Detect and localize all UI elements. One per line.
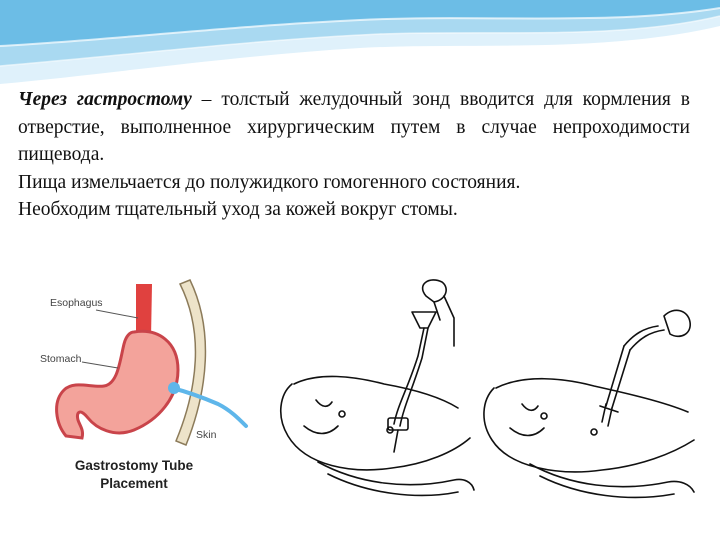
caption-line-1: Gastrostomy Tube <box>74 458 194 473</box>
caption-line-2: Placement <box>100 476 168 491</box>
slide-text <box>18 86 690 224</box>
lead-term: Через гастростому <box>18 89 192 110</box>
header-wave-decoration <box>0 0 720 90</box>
label-skin: Skin <box>196 429 217 441</box>
gastrostomy-diagram <box>18 270 250 502</box>
tube-clamped-illustration <box>474 276 706 506</box>
label-esophagus: Esophagus <box>50 297 103 309</box>
tube-balloon <box>168 382 180 394</box>
sentence-3: Необходим тщательный уход за кожей вокруг стомы. <box>18 199 458 220</box>
label-stomach: Stomach <box>40 353 82 365</box>
sentence-2: Пища измельчается до полужидкого гомогенного состояния. <box>18 171 521 193</box>
sentence-1 <box>18 86 690 169</box>
sentence-1-rest: – толстый желудочный зонд вводится для кормления в отверстие, выполненное хирургическим путем в случае непроходимости пищевода. <box>18 89 690 165</box>
feeding-via-funnel-illustration <box>258 276 478 506</box>
